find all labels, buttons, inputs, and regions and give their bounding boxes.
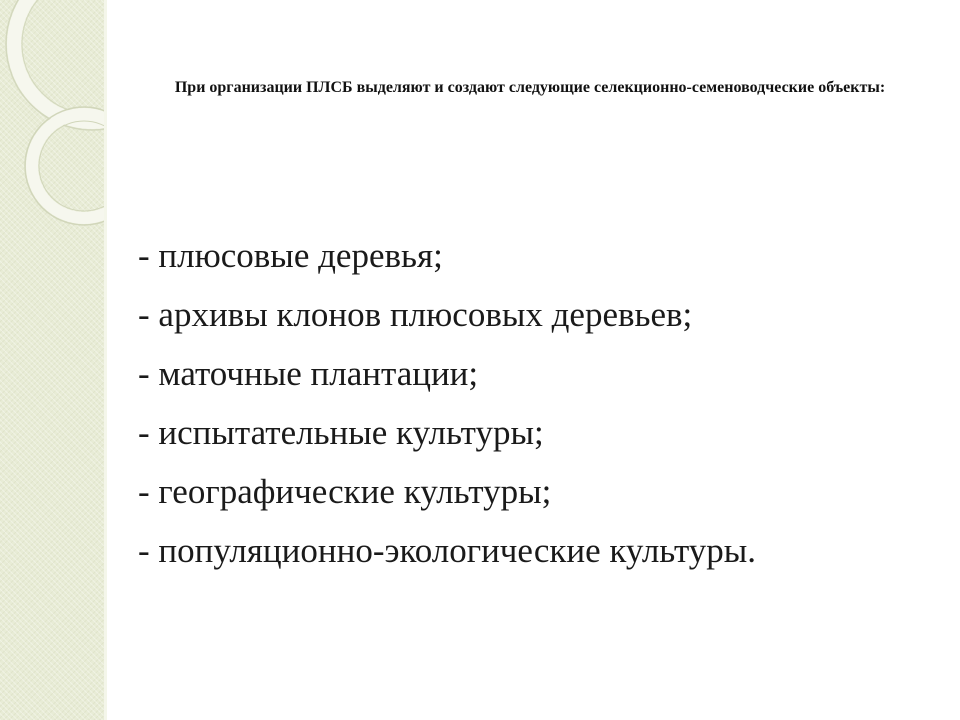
ring-large — [14, 0, 106, 122]
list-item: - географические культуры; — [138, 472, 552, 511]
bullet-list — [138, 226, 756, 580]
list-item: - маточные плантации; — [138, 354, 479, 393]
decorative-side-band — [0, 0, 107, 720]
list-item: - плюсовые деревья; — [138, 236, 443, 275]
list-item: - испытательные культуры; — [138, 413, 544, 452]
side-band-edge — [104, 0, 107, 720]
slide-title: При организации ПЛСБ выделяют и создают следующие селекционно-семеноводческие объекты: — [174, 79, 886, 96]
decorative-rings — [0, 0, 106, 720]
list-item: - архивы клонов плюсовых деревьев; — [138, 295, 693, 334]
list-item: - популяционно-экологические культуры. — [138, 531, 757, 570]
